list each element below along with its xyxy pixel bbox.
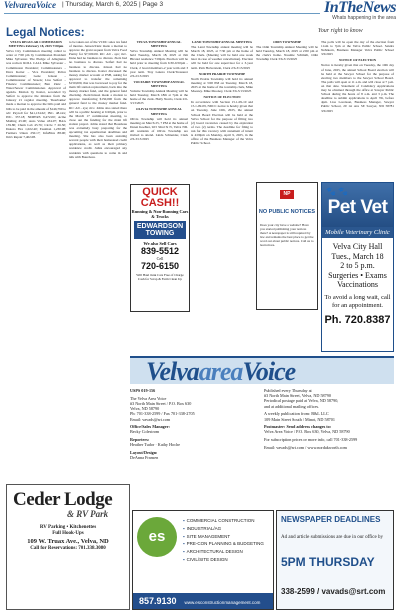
np-title: NO PUBLIC NOTICES bbox=[258, 209, 316, 216]
right-to-know-tag: Your right to know bbox=[318, 28, 363, 34]
notice-title: VELVA TOWNSHIP ANNUAL MEETING bbox=[136, 40, 182, 49]
subscription-info: For subscription prices or more info, call 701-338-2599 bbox=[264, 437, 358, 443]
lodge-line: RV Parking • Kitchenettes bbox=[39, 525, 97, 530]
phone-number: 839-5512 bbox=[140, 246, 180, 256]
publisher-info-right bbox=[264, 388, 394, 506]
notice-title: NORTH PRAIRIE TOWNSHIP bbox=[198, 71, 246, 76]
lodge-line: Full Hook-Ups bbox=[52, 531, 84, 537]
section-title: InTheNews bbox=[324, 0, 396, 16]
notice-column-5 bbox=[256, 40, 318, 180]
es-contact-bar bbox=[133, 593, 273, 609]
pub-city: Velva, ND 58790 bbox=[130, 406, 160, 412]
es-construction-ad[interactable] bbox=[132, 510, 274, 610]
section-badge bbox=[320, 0, 396, 21]
ad-tagline: We also Sell Cars bbox=[143, 241, 177, 246]
es-service: ▪ COMMERCIAL CONSTRUCTION bbox=[183, 517, 264, 525]
masthead bbox=[130, 356, 394, 384]
reporters-heading: Reporters: bbox=[130, 437, 150, 443]
lodge-rv: & RV Park bbox=[67, 509, 109, 519]
es-service: ▪ SITE MANAGEMENT bbox=[183, 533, 264, 541]
np-body: Does your city have a website? Have you started publishing your notices there? A newspaper is still required by law and remains the best place to get the word out about public notices. Call us to learn more. bbox=[260, 223, 314, 247]
page-header bbox=[0, 0, 400, 20]
deadline-title: NEWSPAPER DEADLINES bbox=[281, 515, 381, 524]
quick-cash-ad[interactable] bbox=[130, 184, 190, 312]
ad-headline: QUICK CASH!! bbox=[140, 186, 180, 209]
section-tagline: Whats happening in the area bbox=[332, 15, 396, 21]
layout-heading: Layout/Design: bbox=[130, 450, 158, 456]
deadline-contact: 338-2599 / vavads@srt.com bbox=[281, 587, 386, 596]
masthead-voice: Voice bbox=[242, 357, 296, 386]
vet-subtitle: Mobile Veterinary Clinic bbox=[322, 227, 393, 238]
notice-body: The polls will be open the day of the election from 11am to 7pm at the Velva Public School. Sandra Nehrkorn, Business Manager Velva Public School 3/6/2025 bbox=[321, 40, 394, 57]
np-logo-icon: NP bbox=[280, 190, 294, 199]
notice-column-1 bbox=[6, 40, 66, 350]
vet-phone: Ph. 720.8387 bbox=[324, 313, 391, 326]
pub-line: Published every Thursday at bbox=[264, 388, 312, 393]
towing-brand: EDWARDSON bbox=[136, 223, 184, 230]
ad-footer: Will Haul Junk Cars Free of Charge Cash for Scrap & Farm Clean Up bbox=[136, 273, 184, 281]
cedar-lodge-ad[interactable] bbox=[6, 484, 130, 610]
notice-body: Olivia Township will hold its annual meeting on March 25, 7 PM at the home of Daren Koehler, 923 32nd St N, Velva ND. All residents of Olivia Township are invited to attend. Linda Schneider, Clerk 2/6-3/13/2025 bbox=[130, 116, 188, 142]
pub-line: 109 Main Street South / Minot, ND 58701 bbox=[264, 416, 335, 422]
pub-name: The Velva Area Voice bbox=[130, 395, 167, 401]
es-phone: 857.9130 bbox=[139, 596, 177, 606]
deadline-time: 5PM THURSDAY bbox=[281, 555, 375, 569]
masthead-velva: Velva bbox=[146, 357, 199, 386]
pub-address: #3 North Main Street / P.O. Box 630 bbox=[130, 400, 192, 406]
notice-title: VOLTAIRE TOWNSHIP ANNUAL MEETING bbox=[133, 79, 185, 88]
notice-title: NOTICE OF ELECTION bbox=[338, 58, 377, 63]
es-services-list bbox=[183, 517, 264, 564]
postmaster-heading: Postmaster: Send address changes to: bbox=[264, 424, 332, 430]
notice-body: Notice is hereby given that on Tuesday, the 10th day of June, 2025, the annual School Board election will be held at the Sawyer School for the purpose of electing two members to the Sawyer School Board. The polls will open at 11 a.m. and will close at 7 p.m. on that date. Statement of Candidacy Applications may be obtained through the office at Sawyer Public School during the hours of 8 a.m. and 3 p.m. The deadline to submit applications is April 7th, before 4pm. Lisa Lorenson, Business Manager, Sawyer Public School, 20 1st Ave SE Sawyer, ND 58781 3/6/2025 bbox=[321, 63, 394, 113]
notice-title: ODIN TOWNSHIP bbox=[273, 40, 301, 44]
notice-column-4 bbox=[191, 40, 253, 180]
notice-body: Velva City Commission meeting called to order at 7:00 pm by Commission President Mike Sylvester. The Pledge of Allegiance was recited. ROLL CALL Mike Sylvester – Commission President; Commissioners – Dave Kotter – Vice President; Police Commissioner; Gene Jenson – Commissioner of Streets; Lisa Seifert – Finance Commissioner; Ben Zietz – Water/Sewer Commissioner. Approval of agenda. Motion by Kotter, seconded by Seifert to approve the minutes from the January 21 regular meeting. 'Deerbanke' made a motion to approve the bills paid and bills to be paid in the amount of $146,790 to wit: Payroll for $41,134.62; INC. 48.xxx; INC. 337.18; NDPERS 9,472.00; Acme Mailing 45.90; Auto Value 434.07; BAG 139.80; Chem Lab 45.76; Circle 7 26.50; Dakota Fire 1,022.40; Eastman 1,230.98; Farmers Union 250.17; InfoBlox 88.00; Jim's Repair 7,402.08. bbox=[6, 49, 66, 140]
vet-title: Pet Vet bbox=[327, 197, 388, 218]
pub-line: and at additional mailing offices. bbox=[264, 403, 320, 409]
es-service: ▪ CIVIL/SITE DESIGN bbox=[183, 556, 264, 564]
ad-or: Cell bbox=[156, 256, 164, 261]
legal-notices-title: Legal Notices: bbox=[6, 27, 85, 39]
pub-email[interactable]: Email: vavads@srt.com bbox=[130, 416, 171, 422]
notice-title: LAND TOWNSHIP ANNUAL MEETING bbox=[191, 40, 253, 44]
notice-column-6 bbox=[321, 40, 394, 176]
notice-body: to be taken out of the VCDC sales tax fund of monies. Jenson/Zietz made a motion to approve the grant request from Velva Food Pantry for $7,500.00. RC: All - aye; m/c. Dane had no business to discuss. Zietz had no business to discuss. Seifert had no business to discuss. Jenson had no business to discuss. Kotter discussed the money market account at PSB, asking for approval to transfer the remaining $150,000, that was borrowed to pay for the main lift station replacement, back into the money market fund, and the general fund checking. Zietz/Jenson made a motion to approve transferring $150,000 from the general fund to the money market fund. RC: All - aye; m/c. Johns also stated there will be a public hearing at 6:20pm, prior to the March 17 commission meeting, to close out the funding for the main lift station project. Johns stated that Bourdeau was extremely busy preparing for the upcoming tax equalization deadlines and meeting. She has also been assisting several people with their homestead credit applications, as well as their primary residence credit. Johns encouraged any residents with questions to come in and talk with Bourdeau. bbox=[69, 40, 127, 159]
reporters-names: Heather Tudor · Kathy Hoche bbox=[130, 442, 181, 448]
usps-number: USPS 019-156 bbox=[130, 388, 156, 393]
cell-number: 720-6150 bbox=[140, 261, 180, 271]
deadline-body: Ad and article submissions are due in our office by bbox=[281, 535, 383, 540]
es-service: ▪ PRE-CON PLANNING & BUDGETING bbox=[183, 540, 264, 548]
pet-vet-ad[interactable] bbox=[321, 182, 394, 352]
notice-body: Velva Township Annual Meeting will be held Tuesday, March 18, 2025 at Jim Hirstad residence 7:00pm. Election will be held prior to meeting from 6:30-6:50pm – Clerk, 2 board members-2 year term and 3 year term. Tray Lakota Clerk/Treasurer 2/6-2/13/2025 bbox=[130, 49, 188, 78]
notice-title: NOTICE OF ELECTION bbox=[203, 95, 241, 100]
office-name: Becky Colestrom bbox=[130, 429, 160, 435]
pub-line: #3 North Main Street, Velva, ND 58790 bbox=[264, 393, 331, 399]
es-website[interactable]: www.esconstructionmanagement.com bbox=[184, 600, 261, 605]
lodge-name: Ceder Lodge bbox=[13, 489, 113, 510]
postmaster-address: Velva Area Voice / P.O. Box 630, Velva, ND 58790 bbox=[264, 429, 350, 435]
es-service: ▪ ARCHITECTURAL DESIGN bbox=[183, 548, 264, 556]
pub-contact-links[interactable]: Email: vavads@srt.com / www.nordakworth.com bbox=[264, 444, 347, 450]
brand-name: VelvareaVoice bbox=[4, 0, 59, 10]
vet-services-2: Vaccinations bbox=[337, 280, 378, 290]
towing-brand-2: TOWING bbox=[145, 230, 175, 237]
masthead-logo bbox=[146, 358, 295, 386]
notice-column-3 bbox=[130, 40, 188, 180]
publisher-info-left bbox=[130, 388, 260, 506]
vet-location: Velva City Hall bbox=[332, 242, 383, 251]
notice-body: North Prairie Township will hold its annual meeting at 3:00 PM on Tuesday, March 18, 2025 at the home of the township clerk, Mike Mooney. Mike Mooney, Clerk 3/6-3/13/2025 bbox=[191, 76, 253, 94]
vet-banner bbox=[322, 183, 393, 227]
notice-title: VELVA REGULAR COMMISSION MEETING February 18, 2025 7:00pm bbox=[8, 40, 64, 49]
masthead-area: area bbox=[198, 357, 243, 386]
notice-body: In accordance with Section 15.1-09-10 and 15.1-09-09, NDCC notice is hereby given that on Tuesday, June 10th, 2025, the annual School Board Election will be held at the Velva School for the purpose of filling two (2) board vacancies caused by the expiration of two (2) terms. The deadline for filing to run for this vacancy with statement of intent is 4:00pm on Monday, April 9, 2025, in the office of the Business Manager of the Velva Public School. bbox=[191, 100, 253, 146]
towing-logo bbox=[134, 221, 186, 239]
ad-subhead: Running & Non-Running Cars & Trucks bbox=[131, 209, 189, 219]
paw-print-icon: 🐾 🐾 bbox=[326, 187, 348, 196]
pub-line: A weekly publication from: B&L LLC bbox=[264, 411, 329, 417]
np-header bbox=[257, 183, 317, 221]
es-logo: es bbox=[137, 517, 177, 557]
notice-column-2 bbox=[69, 40, 127, 350]
lodge-details bbox=[11, 525, 125, 552]
lodge-reservations: Call for Reservations: 701.338.3080 bbox=[30, 545, 106, 551]
lodge-address: 109 W. Truax Ave., Velva, ND bbox=[27, 537, 109, 545]
issue-line: | Thursday, March 6, 2025 | Page 3 bbox=[62, 1, 166, 8]
notice-body: The Odin Township Annual Meeting will be held Tuesday, March 18, 2025 at 2:00 pm at the clerk's home. Naomie Schmidt, Odin Township Clerk 3/6-3/13/2025 bbox=[256, 45, 318, 62]
no-public-notices-ad[interactable] bbox=[256, 182, 318, 310]
newspaper-deadlines-ad[interactable] bbox=[276, 510, 394, 610]
pub-line: Periodical postage paid at Velva, ND 58790, bbox=[264, 398, 339, 404]
notice-body: The Land Township annual meeting will be March 18, 2025, at 7:30 pm at the home of the Clerk. (Meeting will be held one week later in case of weather cancellation). Election will be held for one supervisor for a 3-year term. Pam Holverstein, Clerk 2/6-3/13/2025 bbox=[191, 45, 253, 70]
notice-title: OLIVIA TOWNSHIP ANNUAL MEETING bbox=[136, 107, 182, 116]
notice-body: Voltaire Township Annual Meeting will be held Tuesday, March 18th at 7pm at the home of the clerk. Holly Norris, Clerk 2/6-3/13/2025 bbox=[130, 89, 188, 106]
vet-date: Tues., March 18 bbox=[331, 251, 384, 261]
vet-note: To avoid a long wait, call for an appointment. bbox=[324, 293, 391, 309]
vet-services: Surgeries • Exams bbox=[328, 270, 387, 280]
vet-time: 2 to 5 p.m. bbox=[340, 261, 375, 271]
office-heading: Office/Sales Manager: bbox=[130, 424, 170, 430]
pub-phone: Ph: 701-338-2599 / Fax 701-338-2705 bbox=[130, 411, 195, 417]
layout-name: DeAnna Fransen bbox=[130, 455, 159, 461]
es-service: ▪ INDUSTRIAL/AG bbox=[183, 525, 264, 533]
